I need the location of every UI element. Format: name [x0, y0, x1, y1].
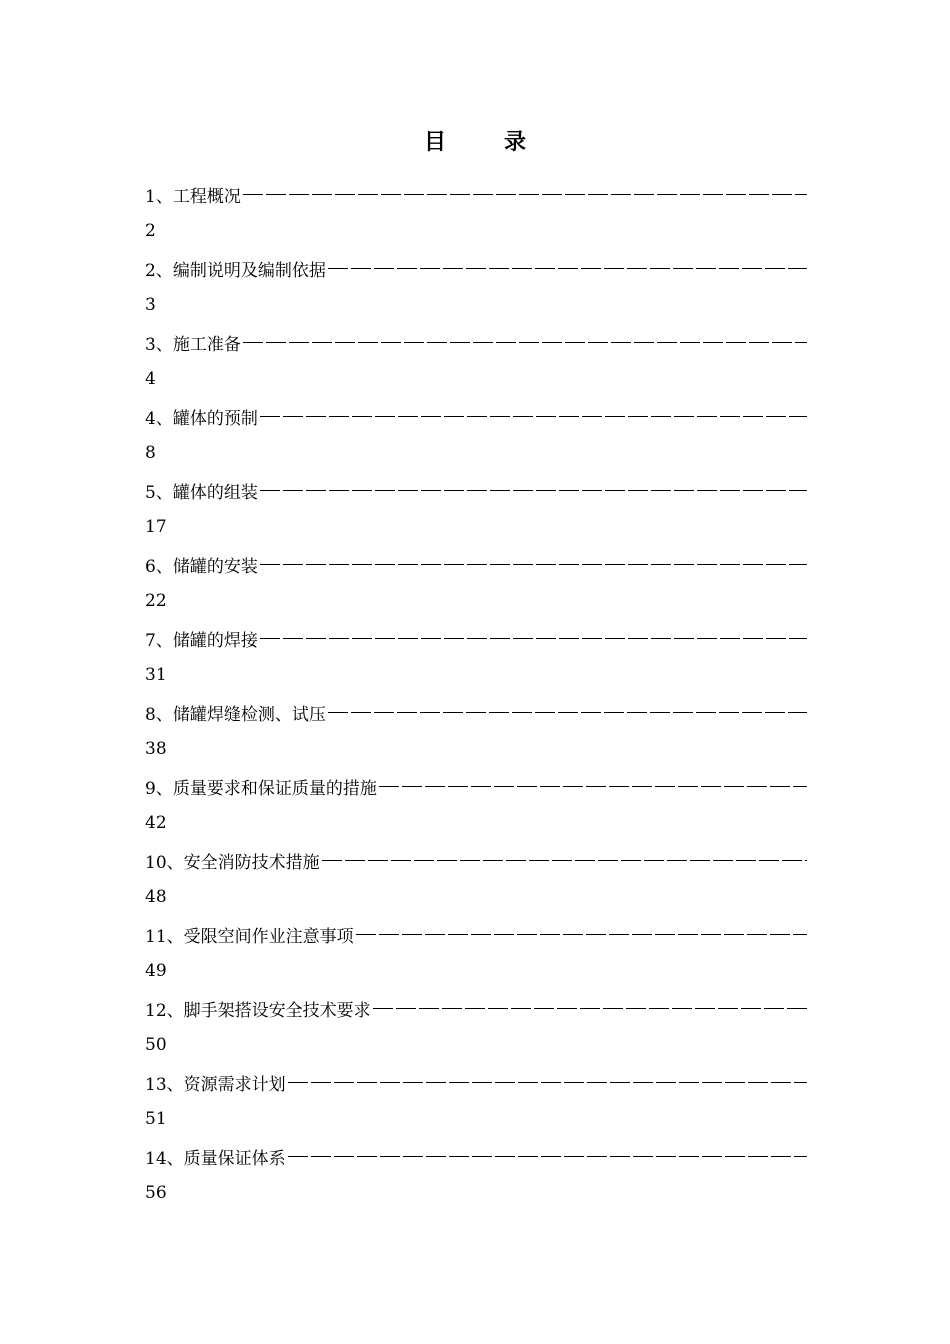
toc-entry-label: 1、工程概况 — [145, 186, 241, 207]
toc-entry-line — [145, 620, 807, 656]
toc-entry-12[interactable] — [145, 990, 807, 1064]
toc-entry-label: 8、储罐焊缝检测、试压 — [145, 704, 326, 725]
toc-entry-page: 48 — [145, 887, 167, 907]
toc-entry-6[interactable] — [145, 546, 807, 620]
toc-entry-page: 4 — [145, 369, 156, 389]
toc-entry-5[interactable] — [145, 472, 807, 546]
toc-entry-9[interactable] — [145, 768, 807, 842]
toc-entry-7[interactable] — [145, 620, 807, 694]
toc-entry-label: 4、罐体的预制 — [145, 408, 258, 429]
toc-entry-line — [145, 398, 807, 434]
toc-entry-8[interactable] — [145, 694, 807, 768]
toc-entry-page: 56 — [145, 1183, 167, 1203]
toc-entry-line — [145, 176, 807, 212]
toc-entry-label: 12、脚手架搭设安全技术要求 — [145, 1000, 371, 1021]
toc-entry-page: 8 — [145, 443, 156, 463]
toc-entry-3[interactable] — [145, 324, 807, 398]
toc-entry-14[interactable] — [145, 1138, 807, 1212]
toc-entry-line — [145, 694, 807, 730]
toc-entry-line — [145, 916, 807, 952]
toc-leader — [356, 934, 807, 935]
toc-leader — [322, 860, 807, 861]
toc-entry-label: 2、编制说明及编制依据 — [145, 260, 326, 281]
toc-entry-page: 38 — [145, 739, 167, 759]
toc-entry-page: 31 — [145, 665, 167, 685]
toc-entry-line — [145, 990, 807, 1026]
toc-leader — [260, 416, 807, 417]
toc-leader — [260, 564, 807, 565]
toc-entry-4[interactable] — [145, 398, 807, 472]
toc-entry-page: 3 — [145, 295, 156, 315]
toc-leader — [260, 490, 807, 491]
toc-entry-label: 11、受限空间作业注意事项 — [145, 926, 354, 947]
toc-entry-page: 17 — [145, 517, 167, 537]
toc-entry-label: 13、资源需求计划 — [145, 1074, 286, 1095]
toc-entry-label: 9、质量要求和保证质量的措施 — [145, 778, 377, 799]
toc-leader — [379, 786, 807, 787]
toc-entry-page: 42 — [145, 813, 167, 833]
toc-entry-line — [145, 472, 807, 508]
toc-leader — [243, 342, 807, 343]
toc-list — [145, 176, 807, 1212]
toc-entry-label: 14、质量保证体系 — [145, 1148, 286, 1169]
toc-leader — [328, 268, 807, 269]
toc-entry-line — [145, 842, 807, 878]
toc-entry-2[interactable] — [145, 250, 807, 324]
toc-entry-label: 10、安全消防技术措施 — [145, 852, 320, 873]
toc-entry-label: 7、储罐的焊接 — [145, 630, 258, 651]
toc-entry-line — [145, 250, 807, 286]
toc-entry-page: 50 — [145, 1035, 167, 1055]
toc-entry-line — [145, 546, 807, 582]
toc-title-right: 录 — [504, 129, 527, 155]
toc-entry-line — [145, 1064, 807, 1100]
toc-leader — [288, 1082, 807, 1083]
toc-entry-1[interactable] — [145, 176, 807, 250]
toc-entry-line — [145, 1138, 807, 1174]
toc-entry-label: 5、罐体的组装 — [145, 482, 258, 503]
toc-entry-page: 51 — [145, 1109, 167, 1129]
toc-leader — [243, 194, 807, 195]
toc-entry-line — [145, 324, 807, 360]
toc-title-left: 目 — [423, 129, 446, 155]
toc-title — [0, 126, 950, 158]
toc-entry-label: 3、施工准备 — [145, 334, 241, 355]
toc-leader — [288, 1156, 807, 1157]
toc-entry-page: 49 — [145, 961, 167, 981]
toc-entry-13[interactable] — [145, 1064, 807, 1138]
toc-leader — [328, 712, 807, 713]
toc-entry-page: 2 — [145, 221, 156, 241]
toc-leader — [260, 638, 807, 639]
toc-entry-10[interactable] — [145, 842, 807, 916]
toc-entry-line — [145, 768, 807, 804]
toc-entry-label: 6、储罐的安装 — [145, 556, 258, 577]
toc-leader — [373, 1008, 807, 1009]
toc-entry-page: 22 — [145, 591, 167, 611]
toc-entry-11[interactable] — [145, 916, 807, 990]
